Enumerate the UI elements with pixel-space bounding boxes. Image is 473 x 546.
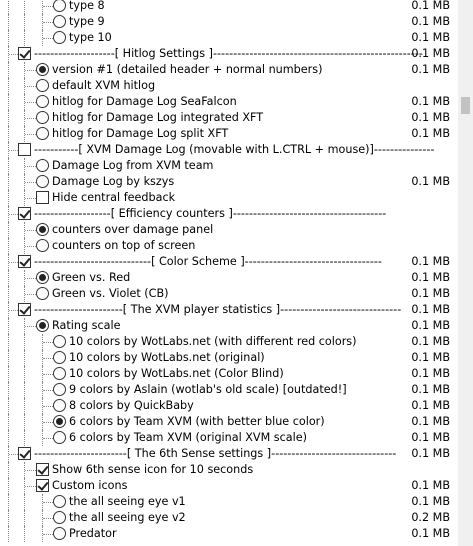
checkbox-show-6th-sense-icon[interactable] <box>36 463 49 476</box>
component-size: 0.1 MB <box>411 527 450 540</box>
component-label: version #1 (detailed header + normal numbers) <box>52 63 323 76</box>
tree-connector <box>25 118 36 119</box>
tree-item-all-seeing-eye-v1[interactable] <box>0 494 458 510</box>
radio-version-1[interactable] <box>36 63 49 76</box>
tree-item-efficiency-counters[interactable] <box>0 206 458 222</box>
tree-connector <box>25 230 36 231</box>
tree-connector <box>9 454 18 455</box>
tree-item-wotlabs-original[interactable] <box>0 350 458 366</box>
tree-item-type-9[interactable] <box>0 14 458 30</box>
component-size: 0.1 MB <box>411 303 450 316</box>
component-label: type 10 <box>69 31 112 44</box>
radio-rating-scale[interactable] <box>36 319 49 332</box>
component-size: 0.1 MB <box>411 335 450 348</box>
tree-connector <box>25 198 36 199</box>
tree-item-team-xvm-original[interactable] <box>0 430 458 446</box>
radio-quickbaby-8-colors[interactable] <box>53 399 66 412</box>
component-label: Damage Log from XVM team <box>52 159 214 172</box>
component-size: 0.2 MB <box>411 511 450 524</box>
component-label: 10 colors by WotLabs.net (original) <box>69 351 265 364</box>
component-label: hitlog for Damage Log SeaFalcon <box>52 95 237 108</box>
tree-connector <box>43 358 53 359</box>
tree-connector <box>25 246 36 247</box>
component-label: Predator <box>69 527 117 540</box>
radio-green-vs-violet[interactable] <box>36 287 49 300</box>
tree-connector <box>43 502 53 503</box>
tree-connector <box>25 166 36 167</box>
tree-item-counters-top-of-screen[interactable] <box>0 238 458 254</box>
component-label: -------------------[ Efficiency counters ]-------------------------------------- <box>34 207 387 220</box>
component-size: 0.1 MB <box>411 95 450 108</box>
tree-connector <box>43 374 53 375</box>
component-label: hitlog for Damage Log split XFT <box>52 127 229 140</box>
component-size: 0.1 MB <box>411 495 450 508</box>
component-size: 0.1 MB <box>411 63 450 76</box>
tree-item-hitlog-seafalcon[interactable] <box>0 94 458 110</box>
tree-item-hide-central-feedback[interactable] <box>0 190 458 206</box>
radio-all-seeing-eye-v1[interactable] <box>53 495 66 508</box>
tree-connector <box>25 182 36 183</box>
component-label: -----------------------------[ Color Scheme ]---------------------------------- <box>34 255 382 268</box>
tree-item-xvm-damage-log[interactable] <box>0 142 458 158</box>
component-label: the all seeing eye v1 <box>69 495 186 508</box>
radio-wotlabs-color-blind[interactable] <box>53 367 66 380</box>
tree-item-type-8[interactable] <box>0 0 458 14</box>
radio-type-9[interactable] <box>53 15 66 28</box>
vertical-scrollbar[interactable] <box>458 0 473 546</box>
tree-item-xvm-player-statistics[interactable] <box>0 302 458 318</box>
tree-item-green-vs-violet[interactable] <box>0 286 458 302</box>
tree-item-hitlog-split-xft[interactable] <box>0 126 458 142</box>
component-label: 6 colors by Team XVM (original XVM scale) <box>69 431 307 444</box>
tree-item-hitlog-integrated-xft[interactable] <box>0 110 458 126</box>
tree-connector <box>25 134 36 135</box>
component-label: Damage Log by kszys <box>52 175 175 188</box>
tree-connector <box>25 102 36 103</box>
tree-connector <box>43 422 53 423</box>
component-label: -----------------------[ The 6th Sense settings ]------------------------------- <box>34 447 397 460</box>
tree-connector <box>25 86 36 87</box>
tree-connector <box>9 54 18 55</box>
tree-connector <box>43 518 53 519</box>
tree-connector <box>9 310 18 311</box>
component-size: 0.1 MB <box>411 367 450 380</box>
tree-item-damage-log-xvm-team[interactable] <box>0 158 458 174</box>
tree-item-predator[interactable] <box>0 526 458 542</box>
component-label: Hide central feedback <box>52 191 176 204</box>
tree-connector <box>43 406 53 407</box>
radio-hitlog-split-xft[interactable] <box>36 127 49 140</box>
tree-item-show-6th-sense-icon[interactable] <box>0 462 458 478</box>
component-size: 0.1 MB <box>411 287 450 300</box>
radio-default-xvm-hitlog[interactable] <box>36 79 49 92</box>
component-size: 0.1 MB <box>411 431 450 444</box>
tree-connector <box>25 326 36 327</box>
tree-item-custom-icons[interactable] <box>0 478 458 494</box>
component-label: --------------------[ Hitlog Settings ]---------------------------------------------------- <box>34 47 423 60</box>
tree-item-green-vs-red[interactable] <box>0 270 458 286</box>
radio-damage-log-kszys[interactable] <box>36 175 49 188</box>
tree-item-sixth-sense-settings[interactable] <box>0 446 458 462</box>
component-size: 0.1 MB <box>411 31 450 44</box>
component-label: 8 colors by QuickBaby <box>69 399 194 412</box>
tree-connector <box>43 22 53 23</box>
radio-all-seeing-eye-v2[interactable] <box>53 511 66 524</box>
component-size: 0.1 MB <box>411 351 450 364</box>
tree-item-all-seeing-eye-v2[interactable] <box>0 510 458 526</box>
radio-type-8[interactable] <box>53 0 66 12</box>
tree-item-type-10[interactable] <box>0 30 458 46</box>
component-label: Rating scale <box>52 319 121 332</box>
tree-item-quickbaby-8-colors[interactable] <box>0 398 458 414</box>
radio-damage-log-xvm-team[interactable] <box>36 159 49 172</box>
component-size: 0.1 MB <box>411 447 450 460</box>
component-size: 0.1 MB <box>411 399 450 412</box>
radio-predator[interactable] <box>53 527 66 540</box>
component-label: default XVM hitlog <box>52 79 156 92</box>
component-size: 0.1 MB <box>411 15 450 28</box>
component-label: counters over damage panel <box>52 223 214 236</box>
tree-connector <box>43 390 53 391</box>
component-size: 0.1 MB <box>411 0 450 12</box>
tree-connector <box>25 486 36 487</box>
component-label: Green vs. Violet (CB) <box>52 287 169 300</box>
radio-team-xvm-original[interactable] <box>53 431 66 444</box>
tree-connector <box>25 70 36 71</box>
tree-connector <box>43 534 53 535</box>
component-size: 0.1 MB <box>411 47 450 60</box>
checkbox-xvm-damage-log[interactable] <box>18 143 31 156</box>
tree-connector <box>25 470 36 471</box>
tree-item-rating-scale[interactable] <box>0 318 458 334</box>
tree-item-wotlabs-color-blind[interactable] <box>0 366 458 382</box>
component-size: 0.1 MB <box>411 319 450 332</box>
component-label: Green vs. Red <box>52 271 131 284</box>
component-label: -----------[ XVM Damage Log (movable with L.CTRL + mouse)]--------------- <box>34 143 435 156</box>
checkbox-sixth-sense-settings[interactable] <box>18 447 31 460</box>
radio-wotlabs-different-red[interactable] <box>53 335 66 348</box>
radio-counters-top-of-screen[interactable] <box>36 239 49 252</box>
tree-connector <box>43 342 53 343</box>
radio-green-vs-red[interactable] <box>36 271 49 284</box>
component-label: hitlog for Damage Log integrated XFT <box>52 111 264 124</box>
component-label: 10 colors by WotLabs.net (with different red colors) <box>69 335 357 348</box>
radio-counters-over-damage-panel[interactable] <box>36 223 49 236</box>
tree-connector <box>25 278 36 279</box>
component-size: 0.1 MB <box>411 271 450 284</box>
tree-item-wotlabs-different-red[interactable] <box>0 334 458 350</box>
tree-connector <box>9 150 18 151</box>
radio-wotlabs-original[interactable] <box>53 351 66 364</box>
component-label: the all seeing eye v2 <box>69 511 186 524</box>
checkbox-hide-central-feedback[interactable] <box>36 191 49 204</box>
checkbox-color-scheme[interactable] <box>18 255 31 268</box>
checkbox-custom-icons[interactable] <box>36 479 49 492</box>
component-size: 0.1 MB <box>411 415 450 428</box>
tree-connector <box>9 214 18 215</box>
tree-item-color-scheme[interactable] <box>0 254 458 270</box>
tree-connector <box>43 38 53 39</box>
tree-item-damage-log-kszys[interactable] <box>0 174 458 190</box>
radio-hitlog-integrated-xft[interactable] <box>36 111 49 124</box>
radio-team-xvm-better-blue[interactable] <box>53 415 66 428</box>
tree-connector <box>43 438 53 439</box>
component-label: ----------------------[ The XVM player statistics ]------------------------------ <box>34 303 402 316</box>
tree-item-hitlog-settings[interactable] <box>0 46 458 62</box>
tree-item-team-xvm-better-blue[interactable] <box>0 414 458 430</box>
component-size: 0.1 MB <box>411 111 450 124</box>
component-label: type 8 <box>69 0 105 12</box>
component-size: 0.1 MB <box>411 255 450 268</box>
component-size: 0.1 MB <box>411 127 450 140</box>
component-label: 6 colors by Team XVM (with better blue color) <box>69 415 325 428</box>
component-size: 0.1 MB <box>411 383 450 396</box>
component-label: Custom icons <box>52 479 128 492</box>
tree-item-counters-over-damage-panel[interactable] <box>0 222 458 238</box>
checkbox-efficiency-counters[interactable] <box>18 207 31 220</box>
scrollbar-thumb[interactable] <box>461 97 470 114</box>
tree-item-aslain-9-colors[interactable] <box>0 382 458 398</box>
checkbox-hitlog-settings[interactable] <box>18 47 31 60</box>
checkbox-xvm-player-statistics[interactable] <box>18 303 31 316</box>
tree-connector <box>43 6 53 7</box>
tree-item-version-1[interactable] <box>0 62 458 78</box>
tree-item-default-xvm-hitlog[interactable] <box>0 78 458 94</box>
radio-hitlog-seafalcon[interactable] <box>36 95 49 108</box>
tree-connector <box>25 294 36 295</box>
component-label: Show 6th sense icon for 10 seconds <box>52 463 254 476</box>
component-label: 10 colors by WotLabs.net (Color Blind) <box>69 367 284 380</box>
component-size: 0.1 MB <box>411 479 450 492</box>
radio-type-10[interactable] <box>53 31 66 44</box>
component-label: 9 colors by Aslain (wotlab's old scale) [outdated!] <box>69 383 347 396</box>
component-label: counters on top of screen <box>52 239 196 252</box>
radio-aslain-9-colors[interactable] <box>53 383 66 396</box>
tree-connector <box>9 262 18 263</box>
component-size: 0.1 MB <box>411 175 450 188</box>
component-label: type 9 <box>69 15 105 28</box>
